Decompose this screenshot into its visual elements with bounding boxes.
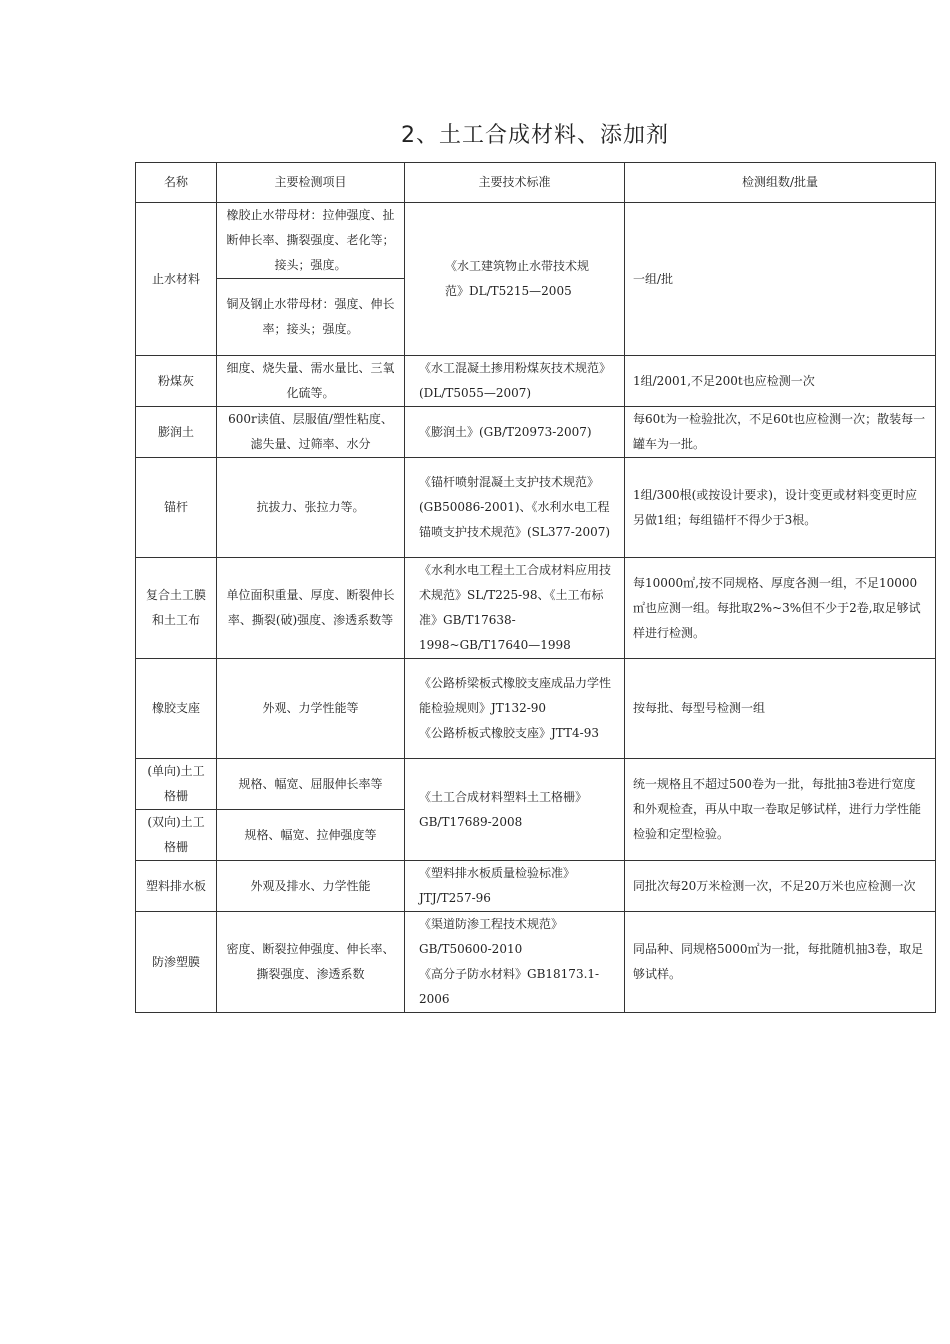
header-name: 名称: [136, 163, 217, 203]
table-row: [136, 912, 936, 1013]
row-quantity: 1组/2001,不足200t也应检测一次: [625, 356, 936, 407]
row-quantity: 同批次每20万米检测一次，不足20万米也应检测一次: [625, 861, 936, 912]
page-title: 2、土工合成材料、添加剂: [401, 123, 669, 148]
row-item: 细度、烧失量、需水量比、三氧化硫等。: [217, 356, 405, 407]
row-quantity: 同品种、同规格5000㎡为一批，每批随机抽3卷，取足够试样。: [625, 912, 936, 1013]
table-header-row: [136, 163, 936, 203]
row-name: (双向)土工格栅: [136, 810, 217, 861]
row-standard: 《土工合成材料塑料土工格栅》GB/T17689-2008: [405, 759, 625, 861]
row-quantity: 按每批、每型号检测一组: [625, 659, 936, 759]
table-row: [136, 356, 936, 407]
table-row: [136, 861, 936, 912]
inspection-table: [135, 162, 936, 1013]
row-item: 抗拔力、张拉力等。: [217, 458, 405, 558]
row-name: 止水材料: [136, 203, 217, 356]
row-standard-line: 《公路桥梁板式橡胶支座成品力学性能检验规则》JT132-90: [419, 676, 612, 715]
row-quantity: 1组/300根(或按设计要求)，设计变更或材料变更时应另做1组；每组锚杆不得少于3根。: [625, 458, 936, 558]
row-name: 塑料排水板: [136, 861, 217, 912]
table-row: [136, 659, 936, 759]
row-standard-line: 《高分子防水材料》GB18173.1-2006: [419, 967, 600, 1006]
row-item: 密度、断裂拉伸强度、伸长率、撕裂强度、渗透系数: [217, 912, 405, 1013]
row-quantity: 统一规格且不超过500卷为一批，每批抽3卷进行宽度和外观检查，再从中取一卷取足够试样，进行力学性能检验和定型检验。: [625, 759, 936, 861]
row-standard: 《水工建筑物止水带技术规范》DL/T5215—2005: [405, 203, 625, 356]
row-name: 防渗塑膜: [136, 912, 217, 1013]
row-name: 粉煤灰: [136, 356, 217, 407]
row-item: 铜及钢止水带母材：强度、伸长率；接头；强度。: [217, 279, 405, 356]
row-item: 外观及排水、力学性能: [217, 861, 405, 912]
row-standard-line: 《渠道防渗工程技术规范》GB/T50600-2010: [419, 917, 564, 956]
row-standard: 《锚杆喷射混凝土支护技术规范》(GB50086-2001)、《水利水电工程锚喷支护技术规范》(SL377-2007): [405, 458, 625, 558]
row-standard: [405, 912, 625, 1013]
header-quantity: 检测组数/批量: [625, 163, 936, 203]
row-item: 规格、幅宽、屈服伸长率等: [217, 759, 405, 810]
row-quantity: 每60t为一检验批次，不足60t也应检测一次；散装每一罐车为一批。: [625, 407, 936, 458]
table-row: [136, 458, 936, 558]
row-standard: 《膨润土》(GB/T20973-2007): [405, 407, 625, 458]
row-quantity: 每10000㎡,按不同规格、厚度各测一组，不足10000㎡也应测一组。每批取2%~3%但不少于2卷,取足够试样进行检测。: [625, 558, 936, 659]
table-row: [136, 203, 936, 279]
row-item: 600r读值、层服值/塑性粘度、滤失量、过筛率、水分: [217, 407, 405, 458]
row-name: 膨润土: [136, 407, 217, 458]
row-standard: 《水工混凝土掺用粉煤灰技术规范》(DL/T5055—2007): [405, 356, 625, 407]
row-name: (单向)土工格栅: [136, 759, 217, 810]
row-name: 复合土工膜和土工布: [136, 558, 217, 659]
row-standard-line: 《公路桥板式橡胶支座》JTT4-93: [419, 726, 600, 740]
row-item: 橡胶止水带母材：拉伸强度、扯断伸长率、撕裂强度、老化等；接头；强度。: [217, 203, 405, 279]
table-row: [136, 759, 936, 810]
row-standard: [405, 659, 625, 759]
table-row: [136, 558, 936, 659]
row-name: 锚杆: [136, 458, 217, 558]
header-standard: 主要技术标准: [405, 163, 625, 203]
row-item: 单位面积重量、厚度、断裂伸长率、撕裂(破)强度、渗透系数等: [217, 558, 405, 659]
row-item: 外观、力学性能等: [217, 659, 405, 759]
row-standard: 《塑料排水板质量检验标准》JTJ/T257-96: [405, 861, 625, 912]
row-item: 规格、幅宽、拉伸强度等: [217, 810, 405, 861]
row-quantity: 一组/批: [625, 203, 936, 356]
header-items: 主要检测项目: [217, 163, 405, 203]
row-standard: 《水利水电工程土工合成材料应用技术规范》SL/T225-98、《土工布标准》GB/T17638-1998~GB/T17640—1998: [405, 558, 625, 659]
table-row: [136, 407, 936, 458]
row-name: 橡胶支座: [136, 659, 217, 759]
